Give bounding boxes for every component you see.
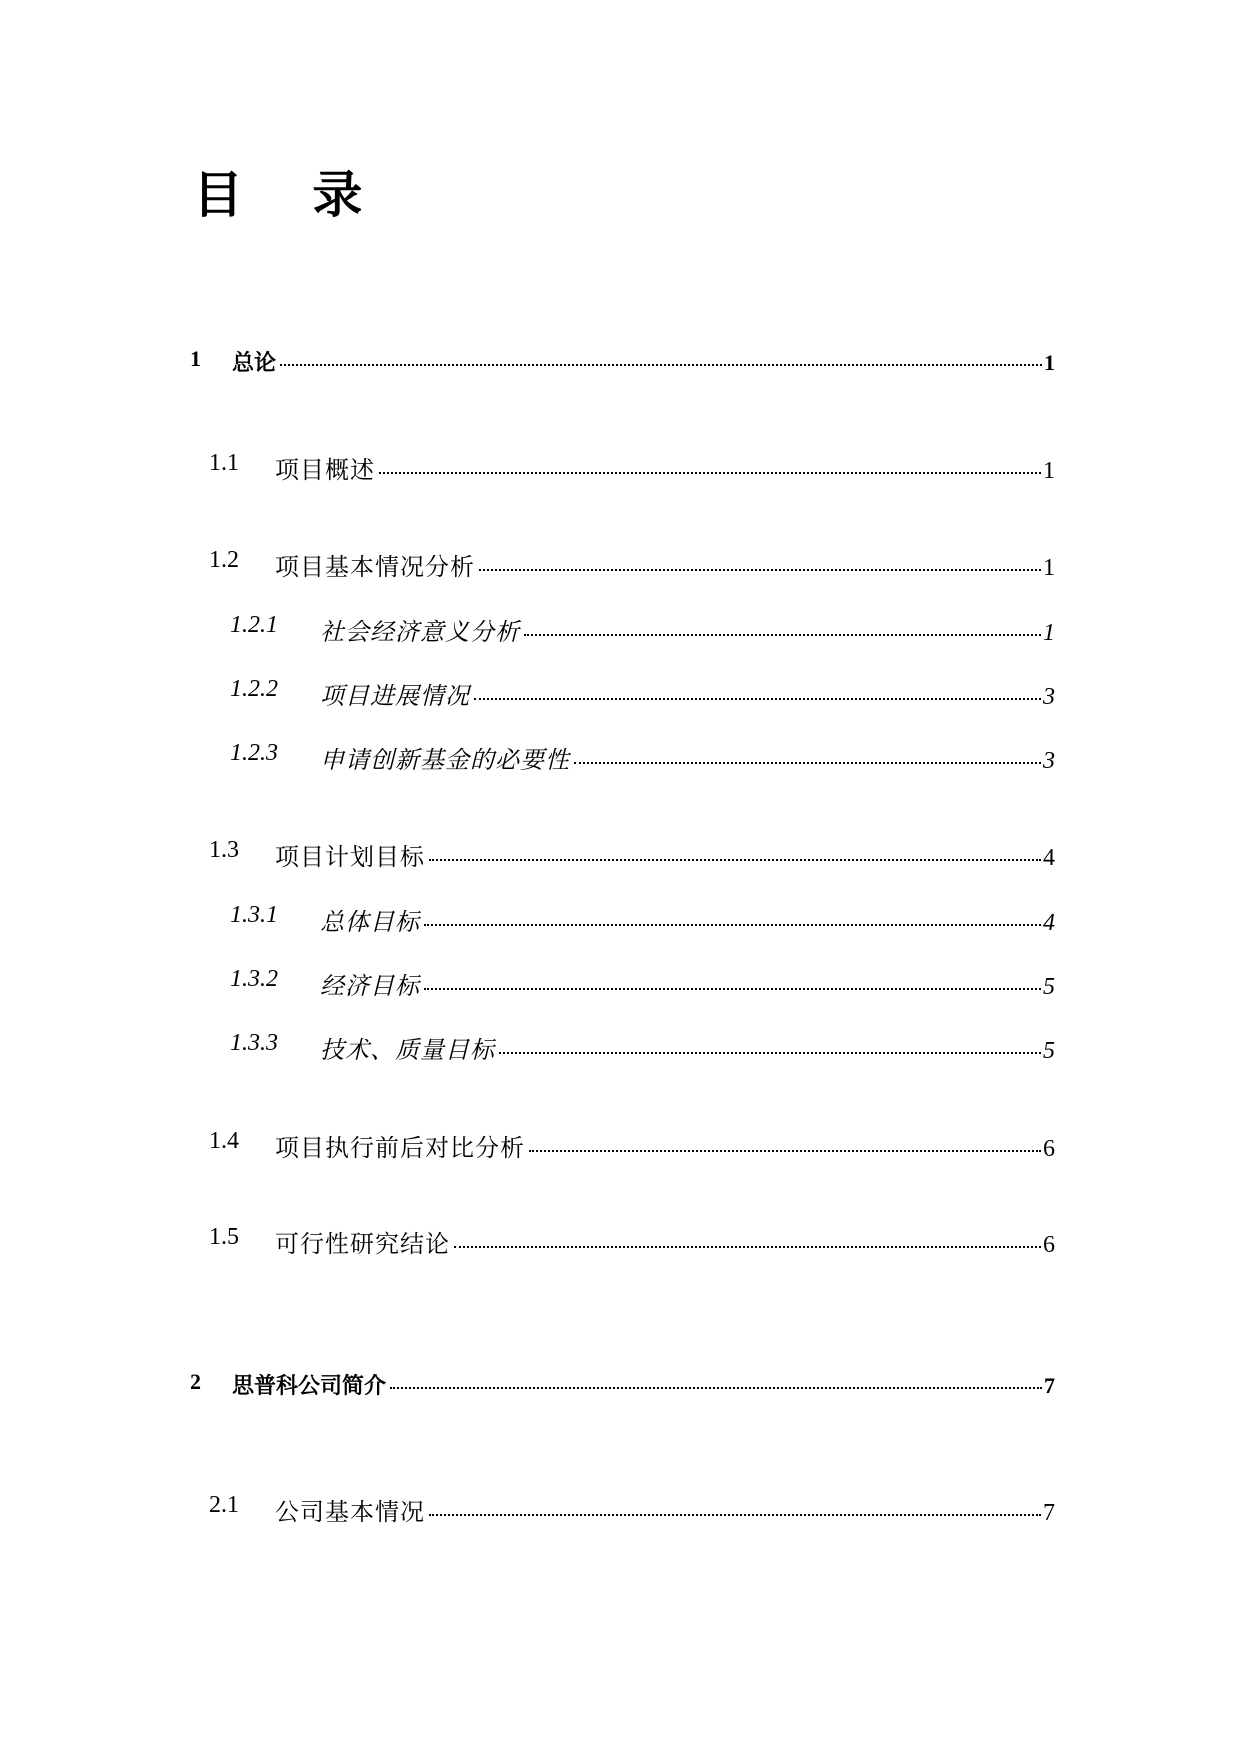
toc-entry-number: 2 xyxy=(190,1369,201,1394)
toc-entry-leader xyxy=(320,902,1055,937)
toc-entry-number: 1.3.3 xyxy=(230,1030,278,1056)
toc-entry-1-2-1[interactable] xyxy=(0,606,1241,646)
toc-entry-leader xyxy=(232,346,1055,377)
toc-entry-label: 公司基本情况 xyxy=(275,1498,425,1526)
toc-entry-label: 项目计划目标 xyxy=(275,843,425,871)
toc-entry-number: 1.2.1 xyxy=(230,612,278,638)
toc-entry-leader xyxy=(275,547,1055,582)
toc-entry-number: 1.2 xyxy=(209,547,239,573)
toc-entry-label: 申请创新基金的必要性 xyxy=(320,746,570,774)
toc-entry-page: 1 xyxy=(1043,555,1055,581)
toc-entry-number: 1.3.2 xyxy=(230,966,278,992)
toc-entry-label: 社会经济意义分析 xyxy=(320,618,520,646)
toc-dot-leader xyxy=(379,471,1041,474)
toc-dot-leader xyxy=(390,1386,1042,1389)
toc-entry-number: 1.2.3 xyxy=(230,740,278,766)
toc-entry-1-1[interactable] xyxy=(0,444,1241,484)
toc-entry-1-3-3[interactable] xyxy=(0,1024,1241,1064)
toc-entry-leader xyxy=(275,837,1055,872)
toc-entry-1-4[interactable] xyxy=(0,1122,1241,1162)
toc-entry-label: 总体目标 xyxy=(320,908,420,936)
toc-entry-leader xyxy=(320,740,1055,775)
toc-entry-leader xyxy=(320,676,1055,711)
toc-entry-label: 项目基本情况分析 xyxy=(275,553,475,581)
toc-entry-page: 4 xyxy=(1043,845,1055,871)
toc-entry-page: 3 xyxy=(1043,684,1055,710)
toc-entry-number: 1.1 xyxy=(209,450,239,476)
toc-dot-leader xyxy=(499,1051,1041,1054)
toc-title: 目 录 xyxy=(193,166,389,224)
toc-dot-leader xyxy=(574,761,1041,764)
toc-entry-1-2-3[interactable] xyxy=(0,734,1241,774)
toc-entry-page: 4 xyxy=(1043,910,1055,936)
toc-entry-page: 5 xyxy=(1043,1038,1055,1064)
toc-entry-page: 6 xyxy=(1043,1232,1055,1258)
toc-entry-page: 7 xyxy=(1043,1500,1055,1526)
toc-dot-leader xyxy=(424,923,1041,926)
toc-dot-leader xyxy=(529,1149,1041,1152)
toc-dot-leader xyxy=(474,697,1041,700)
toc-entry-page: 1 xyxy=(1044,350,1055,375)
toc-entry-number: 1.3.1 xyxy=(230,902,278,928)
toc-entry-chapter-2[interactable] xyxy=(0,1363,1241,1403)
toc-entry-page: 3 xyxy=(1043,748,1055,774)
toc-entry-number: 2.1 xyxy=(209,1492,239,1518)
toc-entry-leader xyxy=(320,1030,1055,1065)
toc-entry-label: 技术、质量目标 xyxy=(320,1036,495,1064)
toc-entry-page: 5 xyxy=(1043,974,1055,1000)
toc-dot-leader xyxy=(280,363,1042,366)
toc-entry-page: 6 xyxy=(1043,1136,1055,1162)
toc-entry-number: 1.3 xyxy=(209,837,239,863)
toc-entry-leader xyxy=(320,612,1055,647)
toc-entry-leader xyxy=(232,1369,1055,1400)
toc-entry-label: 总论 xyxy=(232,351,277,376)
toc-entry-leader xyxy=(320,966,1055,1001)
toc-entry-number: 1.2.2 xyxy=(230,676,278,702)
toc-entry-page: 7 xyxy=(1044,1373,1055,1398)
toc-entry-leader xyxy=(275,1492,1055,1527)
toc-entry-number: 1.4 xyxy=(209,1128,239,1154)
toc-entry-label: 可行性研究结论 xyxy=(275,1230,450,1258)
toc-entry-chapter-1[interactable] xyxy=(0,340,1241,380)
toc-dot-leader xyxy=(454,1245,1041,1248)
toc-dot-leader xyxy=(424,987,1041,990)
toc-entry-number: 1.5 xyxy=(209,1224,239,1250)
toc-entry-label: 项目概述 xyxy=(275,456,375,484)
toc-entry-1-2[interactable] xyxy=(0,541,1241,581)
toc-entry-leader xyxy=(275,1128,1055,1163)
toc-entry-label: 思普科公司简介 xyxy=(232,1374,387,1399)
toc-entry-1-3-2[interactable] xyxy=(0,960,1241,1000)
toc-entry-1-3-1[interactable] xyxy=(0,896,1241,936)
toc-entry-label: 项目进展情况 xyxy=(320,682,470,710)
toc-entry-page: 1 xyxy=(1043,620,1055,646)
toc-entry-page: 1 xyxy=(1043,458,1055,484)
toc-entry-1-5[interactable] xyxy=(0,1218,1241,1258)
toc-entry-2-1[interactable] xyxy=(0,1486,1241,1526)
toc-entry-label: 经济目标 xyxy=(320,972,420,1000)
toc-dot-leader xyxy=(429,858,1041,861)
toc-dot-leader xyxy=(429,1513,1041,1516)
toc-entry-1-2-2[interactable] xyxy=(0,670,1241,710)
toc-entry-1-3[interactable] xyxy=(0,831,1241,871)
toc-entry-leader xyxy=(275,450,1055,485)
toc-dot-leader xyxy=(479,568,1041,571)
toc-entry-number: 1 xyxy=(190,346,201,371)
toc-entry-leader xyxy=(275,1224,1055,1259)
toc-dot-leader xyxy=(524,633,1041,636)
toc-entry-label: 项目执行前后对比分析 xyxy=(275,1134,525,1162)
